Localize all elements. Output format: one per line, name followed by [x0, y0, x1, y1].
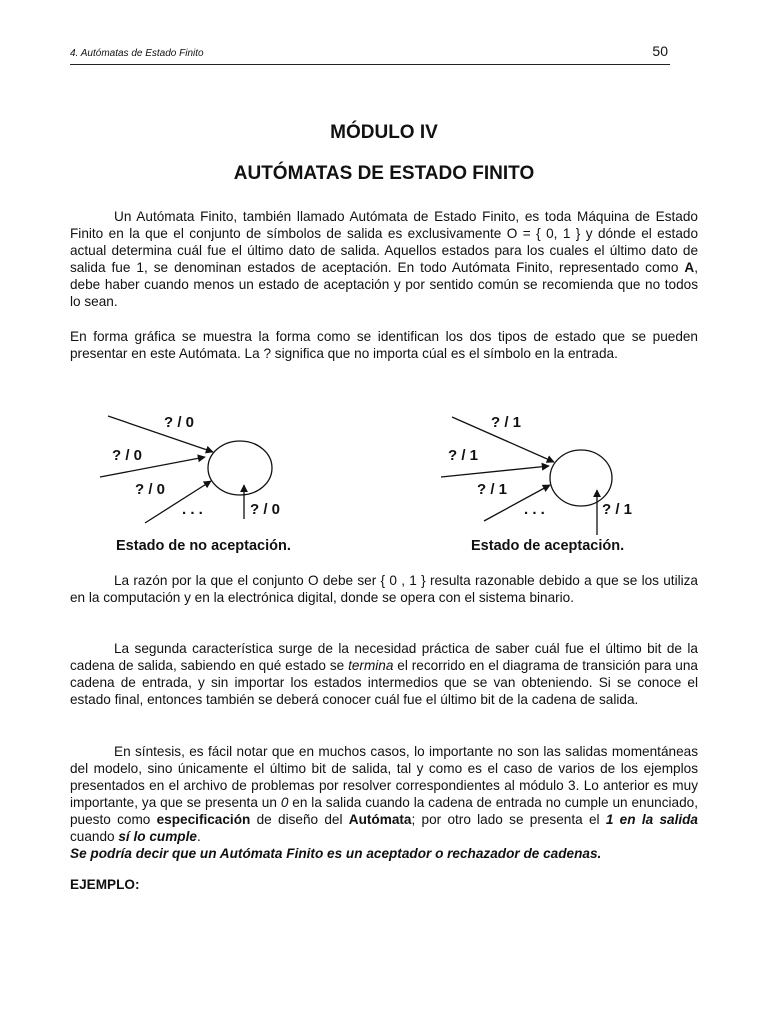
chapter-title: 4. Autómatas de Estado Finito: [70, 48, 204, 59]
page-number: 50: [652, 43, 668, 59]
p1-text-c: , debe haber cuando menos un estado de aceptación y por sentido común se recomienda que no todos lo sean.: [70, 260, 698, 309]
label-low-left: ? / 0: [135, 481, 166, 498]
non-accepting-state-circle: [208, 441, 272, 495]
label-bottom-left: ? / 0: [250, 501, 281, 518]
p4-text-c: el recorrido en el diagrama de transición para una cadena de entrada, y sin importar los estados intermedios que se van obteniendo. Si se conoce el estado final, entonces también se deberá conocer cuál fue el último bit de la cadena de salida.: [70, 658, 698, 707]
p5-text-a: En síntesis, es fácil notar que en muchos casos, lo importante no son las salidas momentáneas del modelo, sino únicamente el último bit de salida, tal y como es el caso de varios de los ejemplos presentados en el archivo de problemas por resolver correspondientes al módulo 3. Lo anterior es muy importante, ya que se presenta un: [70, 744, 698, 810]
p5-text-l: Se podría decir que un Autómata Finito es un aceptador o rechazador de cadenas.: [70, 846, 602, 861]
p5-text-d: especificación: [156, 812, 251, 827]
label-bottom-right: ? / 1: [602, 501, 633, 518]
label-top-right: ? / 1: [491, 414, 522, 431]
non-accepting-state-diagram: [100, 414, 280, 523]
section-title: AUTÓMATAS DE ESTADO FINITO: [233, 163, 535, 184]
p5-text-k: .: [196, 829, 201, 844]
module-title: MÓDULO IV: [330, 122, 438, 143]
accepting-state-diagram: [441, 414, 632, 535]
p1-text-a: Un Autómata Finito, también llamado Autómata de Estado Finito, es toda Máquina de Estado Finito en la que el conjunto de símbolos de salida es exclusivamente O = { 0, 1 } y dónde el estado actual determina cuál fue el último dato de salida. Aquellos estados para los cuales el último dato de salida fue 1, se denominan estados de aceptación. En todo Autómata Finito, representado como: [70, 209, 698, 275]
label-mid-right: ? / 1: [448, 447, 479, 464]
paragraph-synthesis: [70, 743, 698, 862]
paragraph-second-characteristic: [70, 640, 698, 708]
dots-left: . . .: [182, 501, 203, 518]
caption-non-accepting: Estado de no aceptación.: [116, 538, 291, 554]
p5-text-j: sí lo cumple: [118, 829, 197, 844]
p3-text: La razón por la que el conjunto O debe ser { 0 , 1 } resulta razonable debido a que se los utiliza en la computación y en la electrónica digital, donde se opera con el sistema binario.: [70, 573, 698, 605]
p5-text-e: de diseño del: [250, 812, 349, 827]
p5-text-h: 1 en la salida: [605, 812, 698, 827]
paragraph-graphic-intro: En forma gráfica se muestra la forma como se identifican los dos tipos de estado que se pueden presentar en este Autómata. La ? significa que no importa cúal es el símbolo en la entrada.: [70, 329, 698, 361]
label-mid-left: ? / 0: [112, 447, 143, 464]
accepting-state-circle: [550, 450, 612, 506]
p5-text-g: ; por otro lado se presenta el: [411, 812, 606, 827]
arrow-mid-right: [441, 466, 549, 477]
p5-text-b: 0: [280, 795, 289, 810]
paragraph-binary-reason: [70, 572, 698, 606]
caption-accepting: Estado de aceptación.: [471, 538, 625, 554]
p4-text-b: termina: [348, 658, 394, 673]
p5-text-i: cuando: [70, 829, 119, 844]
p5-text-c: en la salida cuando la cadena de entrada no cumple un enunciado, puesto como: [70, 795, 698, 827]
example-heading: EJEMPLO:: [70, 877, 140, 892]
p5-text-f: Autómata: [348, 812, 412, 827]
label-top-left: ? / 0: [164, 414, 195, 431]
dots-right: . . .: [524, 501, 545, 518]
p1-text-b: A: [684, 260, 695, 275]
label-low-right: ? / 1: [477, 481, 508, 498]
p4-text-a: La segunda característica surge de la necesidad práctica de saber cuál fue el último bit de la cadena de salida, sabiendo en qué estado se: [70, 641, 698, 673]
